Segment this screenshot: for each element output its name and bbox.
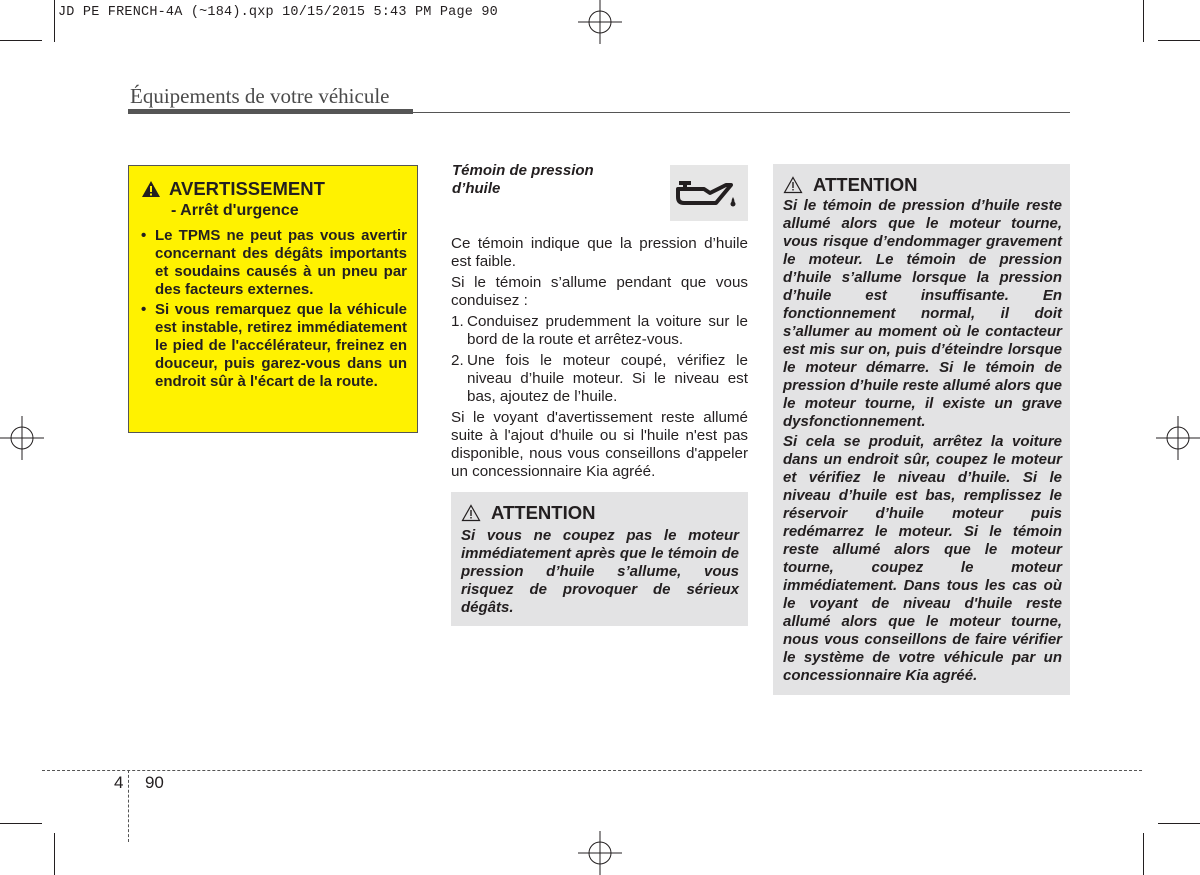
- crop-mark: [1143, 833, 1144, 875]
- warning-box: [128, 165, 418, 433]
- crop-mark: [0, 823, 42, 824]
- attention-box-right: [773, 164, 1070, 695]
- crop-mark: [54, 0, 55, 42]
- print-slug: JD PE FRENCH-4A (~184).qxp 10/15/2015 5:43 PM Page 90: [58, 5, 498, 20]
- step-number: 1.: [451, 313, 464, 330]
- attention-header: [783, 174, 1062, 196]
- step-text: Conduisez prudemment la voiture sur le bord de la route et arrêtez-vous.: [467, 313, 748, 348]
- header-rule-thick: [128, 109, 413, 114]
- page-number-value: 90: [144, 773, 164, 792]
- crop-mark: [1158, 823, 1200, 824]
- registration-mark-top: [578, 0, 622, 44]
- attention-title: ATTENTION: [813, 174, 918, 195]
- attention-body: [783, 197, 1062, 685]
- warning-triangle-icon: [141, 180, 161, 198]
- attention-title: ATTENTION: [491, 502, 596, 523]
- page-number: [114, 773, 164, 793]
- list-item: • Si vous remarquez que la véhicule est instable, retirez immédiatement le pied de l'accélérateur, freinez en douceur, puis garez-vous dans un endroit sûr à l'écart de la route.: [141, 301, 407, 391]
- crop-mark: [1143, 0, 1144, 42]
- step-number: 2.: [451, 352, 464, 369]
- warning-subtitle: - Arrêt d'urgence: [171, 202, 299, 219]
- paragraph: Si le témoin s’allume pendant que vous conduisez :: [451, 274, 748, 309]
- paragraph: Ce témoin indique que la pression d’huile est faible.: [451, 235, 748, 270]
- list-item: [451, 313, 748, 349]
- paragraph: Si le témoin de pression d’huile reste allumé alors que le moteur tourne, vous risque d’endommager gravement le moteur. Le témoin de pression d’huile s’allume lorsque la pression d’huile est insuffisante. En fonctionnement normal, il doit s’allumer au moment où le contacteur est mis sur on, puis d’éteindre lorsque le moteur démarre. Si le témoin de pression d’huile reste allumé alors que le moteur tourne, il existe un grave dysfonctionnement.: [783, 197, 1062, 430]
- header-rule-thin: [413, 112, 1070, 113]
- warning-header: [141, 178, 407, 200]
- crop-mark: [54, 833, 55, 875]
- oil-pressure-indicator: [670, 165, 748, 221]
- paragraph: Si le voyant d'avertissement reste allumé suite à l'ajout d'huile ou si l'huile n'est pas disponible, nous vous conseillons d'appeler un concessionnaire Kia agréé.: [451, 409, 748, 480]
- registration-mark-bottom: [578, 831, 622, 875]
- list-item: • Le TPMS ne peut pas vous avertir concernant des dégâts importants et soudains causés à un pneu par des facteurs externes.: [141, 227, 407, 299]
- caution-triangle-icon: [783, 176, 803, 194]
- indicator-description: [451, 235, 748, 484]
- attention-header: [461, 502, 739, 524]
- footer-dashed-rule: [42, 770, 1142, 771]
- warning-title: AVERTISSEMENT: [169, 178, 325, 199]
- list-item: [451, 352, 748, 406]
- chapter-number: 4: [114, 773, 124, 792]
- crop-mark: [1158, 40, 1200, 41]
- crop-mark: [0, 40, 42, 41]
- section-title: Équipements de votre véhicule: [130, 84, 390, 108]
- registration-mark-left: [0, 416, 44, 460]
- attention-box-middle: [451, 492, 748, 626]
- paragraph: Si cela se produit, arrêtez la voiture dans un endroit sûr, coupez le moteur et vérifiez le niveau d’huile. Si le niveau d’huile est bas, remplissez le réservoir d’huile moteur puis redémarrez le moteur. Si le témoin reste allumé alors que le moteur tourne, coupez le moteur immédiatement. Dans tous les cas où le voyant de niveau d'huile reste allumé alors que le moteur tourne, nous vous conseillons de faire vérifier le système de votre véhicule par un concessionnaire Kia agréé.: [783, 433, 1062, 684]
- registration-mark-right: [1156, 416, 1200, 460]
- step-text: Une fois le moteur coupé, vérifiez le niveau d’huile moteur. Si le niveau est bas, ajoutez de l’huile.: [467, 352, 748, 405]
- indicator-title: Témoin de pression d’huile: [452, 162, 594, 197]
- warning-list: [141, 227, 407, 391]
- oil-can-icon: [674, 173, 744, 213]
- caution-triangle-icon: [461, 504, 481, 522]
- attention-body: Si vous ne coupez pas le moteur immédiatement après que le témoin de pression d’huile s’allume, vous risquez de provoquer de sérieux dégâts.: [461, 527, 739, 616]
